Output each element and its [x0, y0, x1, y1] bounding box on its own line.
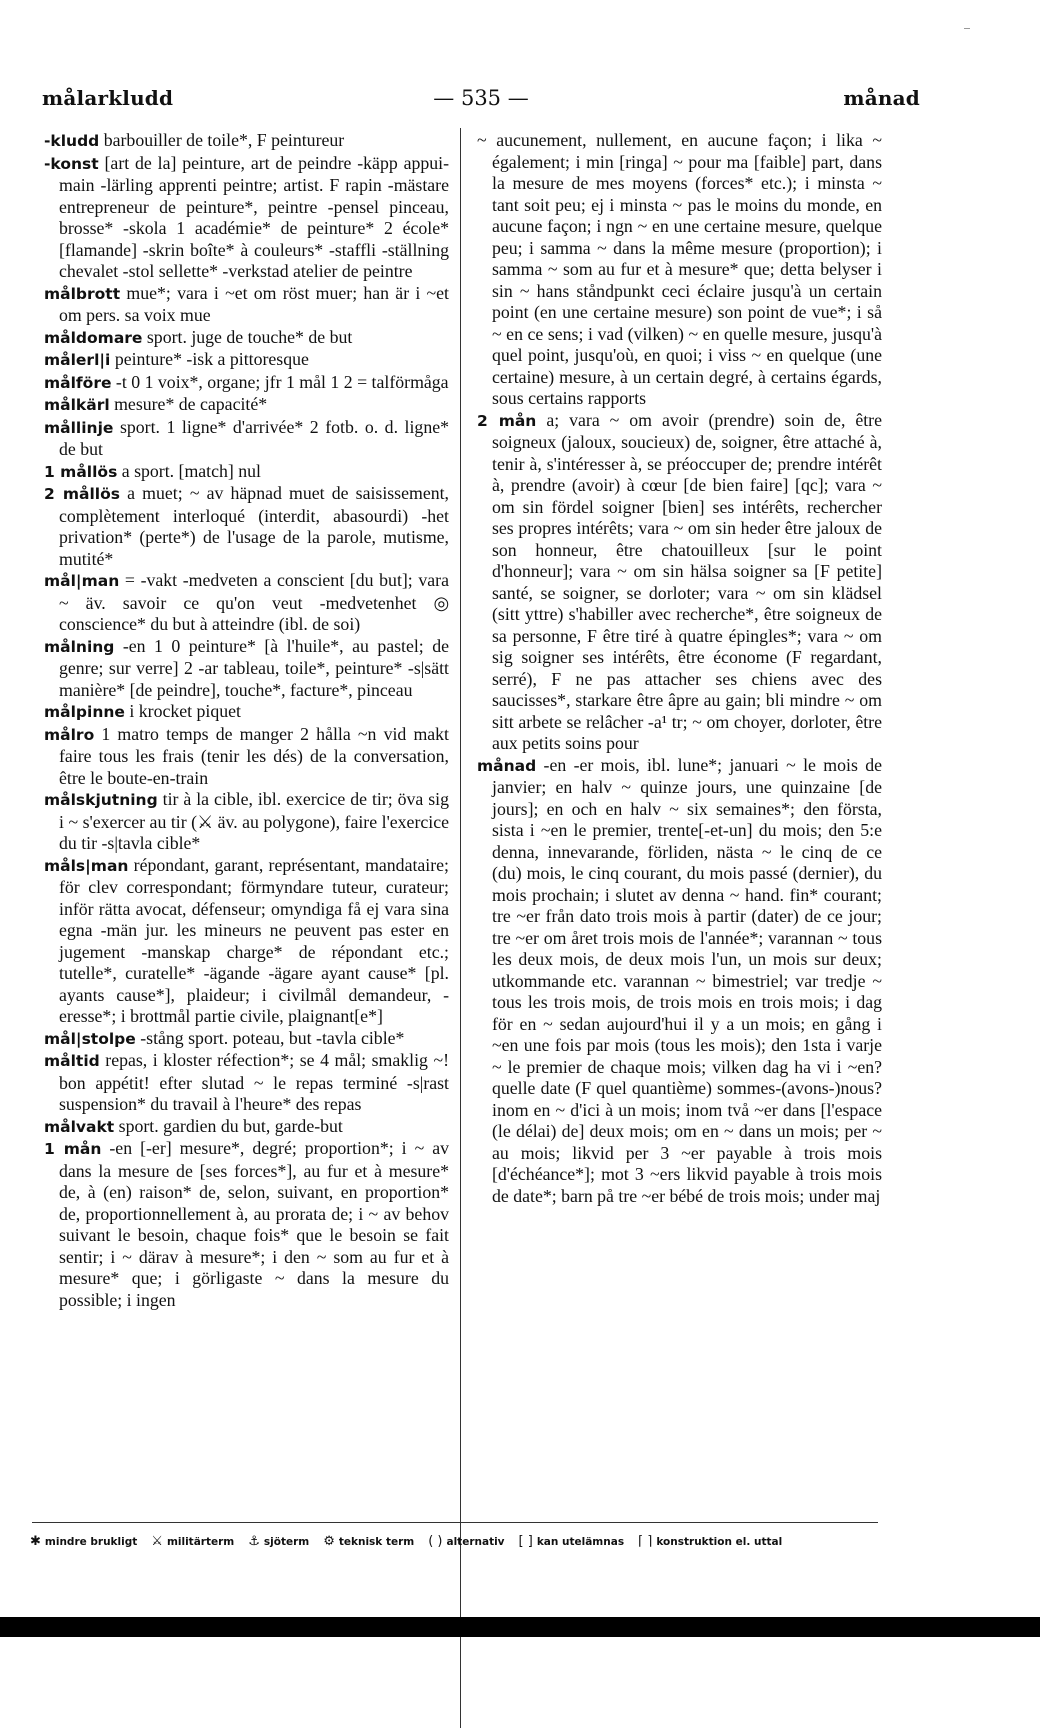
- entry-headword: målskjutning: [44, 791, 158, 809]
- dictionary-entry: [44, 1028, 449, 1051]
- entry-headword: 2 mån: [477, 411, 537, 430]
- dictionary-entry: [44, 130, 449, 153]
- legend-item: [323, 1534, 414, 1549]
- entry-headword: målning: [44, 637, 115, 656]
- dictionary-entry: [44, 461, 449, 484]
- legend-item: [519, 1534, 625, 1549]
- footer-rule: [32, 1522, 878, 1523]
- legend-label: sjöterm: [263, 1535, 310, 1548]
- left-column: [44, 130, 449, 1311]
- entry-definition: sport. 1 ligne* d'arrivée* 2 fotb. o. d. ligne* de but: [59, 416, 449, 459]
- dictionary-entry: [44, 283, 449, 327]
- legend-item: [151, 1534, 234, 1549]
- dictionary-entry: [44, 1138, 449, 1311]
- entry-headword: måls|man: [44, 856, 129, 875]
- dictionary-entry: [44, 483, 449, 570]
- left-guide-word: målarkludd: [42, 86, 174, 110]
- crossed-swords-icon: ⚔: [151, 1534, 163, 1549]
- page-header: [42, 86, 920, 116]
- right-column: [477, 130, 882, 1207]
- brackets-icon: [ ]: [518, 1534, 533, 1549]
- dictionary-entry: [44, 153, 449, 283]
- gear-icon: ⚙: [323, 1534, 335, 1549]
- entry-definition: repas, i kloster réfection*; se 4 mål; smaklig ~! bon appétit! efter slutad ~ le repas terminé -s|rast suspension* du travail à l'heure* des repas: [59, 1050, 449, 1114]
- entry-definition: = -vakt -medveten a conscient [du but]; vara ~ äv. savoir ce qu'on veut -medvetenhet ◎ conscience* du but à atteindre (ibl. de soi): [59, 570, 449, 634]
- dictionary-entry: [44, 789, 449, 855]
- dictionary-entry: [44, 636, 449, 702]
- entry-definition: ~ aucunement, nullement, en aucune façon; i lika ~ également; i min [ringa] ~ pour ma [faible] part, dans la mesure de mes moyens (forces* etc.); i minsta ~ tant soit peu; ej i minsta ~ pas le moins du monde, en aucune façon; i ngn ~ en une certaine mesure, quelque peu; i samma ~ dans la même mesure (proportion); i samma ~ som au fur et à mesure* que; detta belyser i sin ~ hans ståndpunkt ceci éclaire jusqu'à un certain point (en une certaine mesure) son point de vue*; i så ~ en ce sens; i vad (vilken) ~ en quelle mesure, jusqu'à quel point, jusqu'où, en quoi; i viss ~ en quelque (une certaine) mesure, à un certain degré, à certains égards, sous certains rapports: [477, 130, 882, 408]
- entry-definition: sport. juge de touche* de but: [142, 326, 353, 347]
- dictionary-entry: [477, 130, 882, 410]
- entry-headword: 1 mån: [44, 1140, 102, 1158]
- entry-headword: målkärl: [44, 396, 110, 414]
- entry-definition: [art de la] peinture, art de peindre -käpp appui-main -lärling apprenti peintre; artist. F rapin -mästare entrepreneur de peinture*, peintre -pensel pinceau, brosse* -skola 1 académie* de peinture* 2 école* [flamande] -skrin boîte* à couleurs* -staffli -ställning chevalet -stol sellette* -verkstad atelier de peintre: [59, 152, 449, 281]
- entry-definition: -en 1 0 peinture* [à l'huile*, au pastel; de genre; sur verre] 2 -ar tableau, toile*, peinture* -s|sätt manière* [de peindre], touche*, facture*, pinceau: [59, 635, 449, 700]
- entry-headword: målro: [44, 725, 95, 744]
- dictionary-entry: [44, 349, 449, 372]
- dictionary-entry: [477, 410, 882, 755]
- entry-headword: mål|man: [44, 572, 120, 590]
- entry-headword: -konst: [44, 154, 99, 173]
- legend-item: [30, 1534, 137, 1549]
- entry-definition: mesure* de capacité*: [109, 394, 268, 414]
- legend-label: militärterm: [166, 1535, 235, 1548]
- entry-definition: a sport. [match] nul: [117, 460, 261, 481]
- dictionary-entry: [44, 1050, 449, 1116]
- entry-headword: måltid: [44, 1052, 100, 1070]
- entry-headword: måldomare: [44, 328, 143, 347]
- entry-definition: a; vara ~ om avoir (prendre) soin de, être soigneux (jaloux, soucieux) de, soigner, être attaché à, tenir à, s'intéresser à, se préoccuper de; prendre intérêt à, prendre (avoir) à cœur [de bien faire] [qc]; vara ~ om sin fördel soigner [bien] ses intérêts, rechercher ses propres intérêts; vara ~ om sin heder être jaloux de son honneur, être chatouilleux [sur le point d'honneur]; vara ~ om sin hälsa soigner sa [F petite] santé, se soigner, se dorloter; vara ~ om sin klädsel (sitt yttre) s'habiller avec recherche*, être soigneux de sa personne, F être tiré à quatre épingles*; vara ~ om sig soigner ses intérêts, être économe (F regardant, serré), F ne pas attacher ses chiens avec des saucisses*, starkare être âpre au gain; bli mindre ~ om sitt arbete se relâcher -a¹ tr; ~ om choyer, dorloter, être aux petits soins pour: [492, 409, 882, 753]
- entry-headword: målföre: [44, 373, 112, 392]
- column-divider: [460, 128, 461, 1728]
- entry-headword: målvakt: [44, 1117, 115, 1136]
- entry-definition: 1 matro temps de manger 2 hålla ~n vid makt faire tous les frais (tenir les dés) de la conversation, être le boute-en-train: [59, 723, 449, 788]
- entry-headword: 2 mållös: [44, 485, 120, 503]
- entry-headword: månad: [477, 756, 537, 775]
- legend-item: [428, 1534, 504, 1549]
- dictionary-entry: [44, 372, 449, 395]
- right-guide-word: månad: [843, 86, 920, 110]
- legend-label: kan utelämnas: [536, 1535, 625, 1548]
- dictionary-entry: [44, 724, 449, 790]
- entry-definition: peinture* -isk a pittoresque: [110, 349, 309, 369]
- entry-definition: barbouiller de toile*, F peintureur: [99, 130, 345, 150]
- entry-definition: mue*; vara i ~et om röst muer; han är i ~et om pers. sa voix mue: [59, 282, 449, 325]
- scan-bottom-edge: [0, 1617, 1040, 1637]
- entry-headword: mål|stolpe: [44, 1029, 136, 1048]
- anchor-icon: ⚓: [248, 1534, 260, 1549]
- entry-headword: -kludd: [44, 132, 100, 150]
- entry-definition: -en [-er] mesure*, degré; proportion*; i ~ av dans la mesure de [ses forces*], au fur et à mesure* de, à (en) raison* de, selon, suivant, en proportion* de, proportionnellement à, au prorata de; i ~ av behov suivant le besoin, chaque fois* que le besoin se fait sentir; i ~ därav à mesure*; i den ~ som au fur et à mesure* que; i görligaste ~ dans la mesure du possible; i ingen: [59, 1138, 450, 1310]
- entry-definition: -t 0 1 voix*, organe; jfr 1 mål 1 2 = talförmåga: [111, 371, 449, 392]
- legend-item: [248, 1534, 309, 1549]
- legend-label: mindre brukligt: [44, 1535, 138, 1548]
- entry-headword: 1 mållös: [44, 462, 118, 481]
- corner-brackets-icon: ⌈ ⌉: [638, 1534, 653, 1549]
- legend-item: [638, 1534, 782, 1549]
- dictionary-entry: [44, 855, 449, 1028]
- entry-definition: i krocket piquet: [124, 701, 241, 721]
- asterisk-icon: ✱: [30, 1534, 41, 1549]
- entry-definition: répondant, garant, représentant, mandataire; för clev correspondant; förmyndare tuteur, curateur; inför rätta avocat, défenseur; omyndiga få ej vara sina egna -män jur. les mineurs ne peuvent pas ester en jugement -manskap charge* de répondant etc.; tutelle*, curatelle* -ägande -ägare ayant cause* [pl. ayants cause*], plaideur; i civilmål demandeur, -eresse*; i brottmål partie civile, plaignant[e*]: [59, 854, 449, 1026]
- dictionary-entry: [44, 701, 449, 724]
- dictionary-entry: [44, 394, 449, 417]
- parentheses-icon: ( ): [428, 1534, 443, 1549]
- dictionary-entry: [44, 1116, 449, 1139]
- abbreviation-legend: [30, 1534, 880, 1549]
- entry-definition: -en -er mois, ibl. lune*; januari ~ le mois de janvier; en halv ~ quinze jours, une quinzaine [de jours]; en och en halv ~ six semaines*; den första, sista i ~en le premier, trente[-et-un] du mois; den 5:e denna, innevarande, förliden, nästa ~ le cinq de ce (du) mois, le cinq courant, du mois passé (dernier), du mois prochain; i slutet av denna ~ hand. fin* courant; tre ~er från dato trois mois à partir (dater) de ce jour; tre ~er om året trois mois de l'année*; varannan ~ tous les deux mois, de deux mois l'un, un mois sur deux; utkommande etc. varannan ~ bimestriel; var tredje ~ tous les trois mois, de trois mois en trois mois; i dag för en ~ sedan aujourd'hui il y a un mois; en gång i ~en une fois par mois (tous les mois); den 1sta i varje ~ le premier de chaque mois; vilken dag ha vi i ~en? quelle date (F quel quantième) sommes-(avons-)nous? inom en ~ d'ici à un mois; inom två ~er dans [l'espace (le délai) de] deux mois; om en ~ dans un mois; per ~ au mois; likvid per 3 ~er payable à trois mois [d'échéance*]; mot 3 ~ers likvid payable à trois mois de date*; barn på tre ~er bébé de trois mois; under maj: [492, 754, 882, 1206]
- entry-headword: målbrott: [44, 284, 121, 303]
- dictionary-entry: [44, 417, 449, 461]
- dictionary-entry: [477, 755, 882, 1208]
- entry-headword: mållinje: [44, 418, 114, 437]
- legend-label: teknisk term: [338, 1535, 415, 1548]
- entry-headword: målpinne: [44, 703, 125, 721]
- dictionary-entry: [44, 327, 449, 350]
- page-number: — 535 —: [433, 86, 529, 110]
- legend-label: konstruktion el. uttal: [656, 1535, 783, 1548]
- entry-headword: målerl|i: [44, 351, 111, 369]
- entry-definition: sport. gardien du but, garde-but: [114, 1115, 343, 1136]
- entry-definition: a muet; ~ av häpnad muet de saisissement, complètement interloqué (interdit, abasourdi) -het privation* (perte*) de l'usage de la parole, mutisme, mutité*: [59, 483, 449, 569]
- dictionary-entry: [44, 570, 449, 636]
- scan-mark: [964, 28, 970, 29]
- legend-label: alternativ: [446, 1535, 505, 1548]
- entry-definition: -stång sport. poteau, but -tavla cible*: [135, 1027, 405, 1048]
- entry-definition: tir à la cible, ibl. exercice de tir; öva sig i ~ s'exercer au tir (⚔ äv. au polygone), faire l'exercice du tir -s|tavla cible*: [59, 789, 449, 853]
